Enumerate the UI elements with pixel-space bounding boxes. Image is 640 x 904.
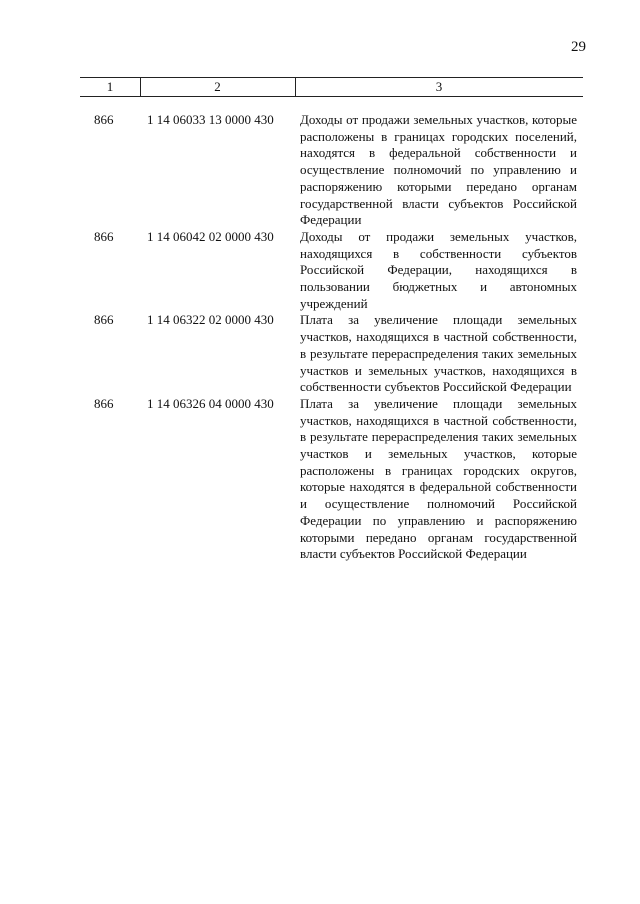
table-body xyxy=(80,112,583,563)
page-number: 29 xyxy=(571,39,586,55)
admin-code: 866 xyxy=(94,395,114,411)
income-description: Доходы от продажи земельных участков, которые расположены в границах городских поселений, находятся в федеральной собственности и осуществление полномочий по управлению и распоряжению которыми передано органам государственной власти субъектов Российской Федерации xyxy=(300,112,577,228)
budget-classification-code: 1 14 06322 02 0000 430 xyxy=(147,312,274,328)
income-description: Плата за увеличение площади земельных участков, находящихся в частной собственности, в результате перераспределения таких земельных участков и земельных участков, которые расположены в границах городских округов, которые находятся в федеральной собственности и осуществление полномочий Российской Федерации по управлению и распоряжению которыми передано органам государственной власти субъектов Российской Федерации xyxy=(300,395,577,562)
budget-classification-code: 1 14 06042 02 0000 430 xyxy=(147,228,274,244)
table-row xyxy=(80,229,583,313)
table-row xyxy=(80,396,583,563)
table-header xyxy=(80,77,583,97)
admin-code: 866 xyxy=(94,228,114,244)
header-row xyxy=(80,77,583,97)
income-description: Доходы от продажи земельных участков, находящихся в собственности субъектов Российской Федерации, находящихся в пользовании бюджетных и автономных учреждений xyxy=(300,228,577,311)
budget-classification-code: 1 14 06033 13 0000 430 xyxy=(147,112,274,127)
header-col-3: 3 xyxy=(435,79,443,94)
header-col-2: 2 xyxy=(214,79,221,94)
admin-code: 866 xyxy=(94,112,114,127)
table-row xyxy=(80,312,583,396)
table-row xyxy=(80,112,583,229)
admin-code: 866 xyxy=(94,312,114,328)
income-description: Плата за увеличение площади земельных участков, находящихся в частной собственности, в результате перераспределения таких земельных участков и земельных участков, находящихся в собственности субъектов Российской Федерации xyxy=(300,312,577,395)
budget-classification-code: 1 14 06326 04 0000 430 xyxy=(147,395,274,411)
header-col-1: 1 xyxy=(106,79,114,94)
